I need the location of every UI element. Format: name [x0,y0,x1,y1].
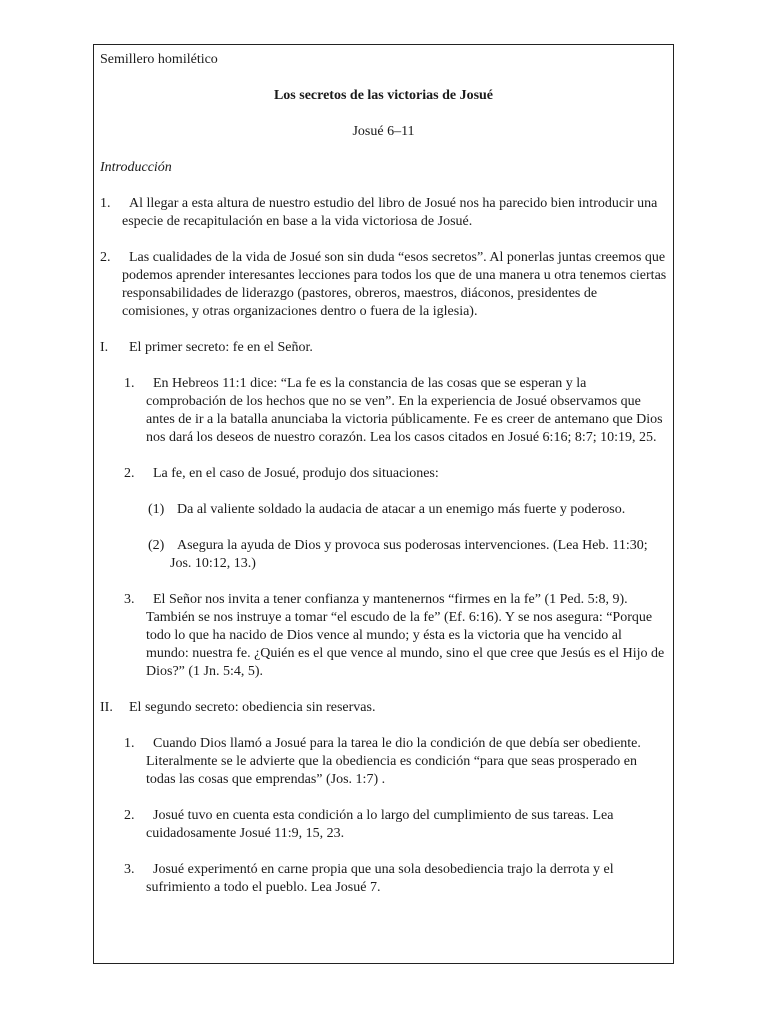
section-1-item-2 [100,465,667,483]
item-text: En Hebreos 11:1 dice: “La fe es la constancia de las cosas que se esperan y la comprobación de los hechos que no se ven”. En la experiencia de Josué observamos que antes de ir a la batalla anunciaba la victoria públicamente. Fe es creer de antemano que Dios nos dará los deseos de nuestro corazón. Lea los casos citados en Josué 6:16; 8:7; 10:19, 25. [146,376,663,445]
item-text: Cuando Dios llamó a Josué para la tarea le dio la condición de que debía ser obediente. Literalmente se le advierte que la obediencia es condición “para que seas prosperado en todas las cosas que emprendas” (Jos. 1:7) . [146,736,641,787]
item-number: 1. [124,736,135,751]
section-2-heading [100,699,667,717]
item-text: Al llegar a esta altura de nuestro estudio del libro de Josué nos ha parecido bien introducir una especie de recapitulación en base a la vida victoriosa de Josué. [122,196,658,229]
item-number: 3. [124,592,135,607]
item-number: 3. [124,862,135,877]
section-number: II. [100,700,113,715]
item-number: 2. [100,250,111,265]
section-title: El primer secreto: fe en el Señor. [129,340,313,355]
item-number: 1. [100,196,111,211]
page-frame [93,44,674,964]
intro-item-1 [100,195,667,231]
item-text: Da al valiente soldado la audacia de atacar a un enemigo más fuerte y poderoso. [177,502,626,517]
document-title: Los secretos de las victorias de Josué [273,88,494,103]
section-1-subitem-1 [100,501,667,519]
item-text: Josué tuvo en cuenta esta condición a lo largo del cumplimiento de sus tareas. Lea cuidadosamente Josué 11:9, 15, 23. [146,808,614,841]
section-1-item-3 [100,591,667,681]
item-text: La fe, en el caso de Josué, produjo dos situaciones: [153,466,439,481]
section-2-item-1 [100,735,667,789]
document-body [100,51,667,915]
document-header: Semillero homilético [100,52,218,67]
item-number: (2) [148,538,165,553]
item-text: Asegura la ayuda de Dios y provoca sus poderosas intervenciones. (Lea Heb. 11:30; Jos. 10:12, 13.) [170,538,648,571]
item-text: El Señor nos invita a tener confianza y mantenernos “firmes en la fe” (1 Ped. 5:8, 9). También se nos instruye a tomar “el escudo de la fe” (Ef. 6:16). Y se nos asegura: “Porque todo lo que ha nacido de Dios vence al mundo; y ésta es la victoria que ha vencido al mundo: nuestra fe. ¿Quién es el que vence al mundo, sino el que cree que Jesús es el Hijo de Dios?” (1 Jn. 5:4, 5). [146,592,665,679]
item-number: 1. [124,376,135,391]
item-text: Josué experimentó en carne propia que una sola desobediencia trajo la derrota y el sufrimiento a todo el pueblo. Lea Josué 7. [146,862,614,895]
section-2-item-3 [100,861,667,897]
section-1-heading [100,339,667,357]
item-number: 2. [124,466,135,481]
section-number: I. [100,340,109,355]
intro-heading: Introducción [100,160,172,175]
section-2-item-2 [100,807,667,843]
item-number: (1) [148,502,165,517]
section-1-item-1 [100,375,667,447]
section-1-subitem-2 [100,537,667,573]
scripture-reference: Josué 6–11 [352,124,415,139]
section-title: El segundo secreto: obediencia sin reservas. [129,700,376,715]
intro-item-2 [100,249,667,321]
item-text: Las cualidades de la vida de Josué son sin duda “esos secretos”. Al ponerlas juntas creemos que podemos aprender interesantes lecciones para todos los que de una manera u otra tenemos ciertas responsabilidades de liderazgo (pastores, obreros, maestros, diáconos, presidentes de comisiones, y otras organizaciones dentro o fuera de la iglesia). [122,250,667,319]
item-number: 2. [124,808,135,823]
